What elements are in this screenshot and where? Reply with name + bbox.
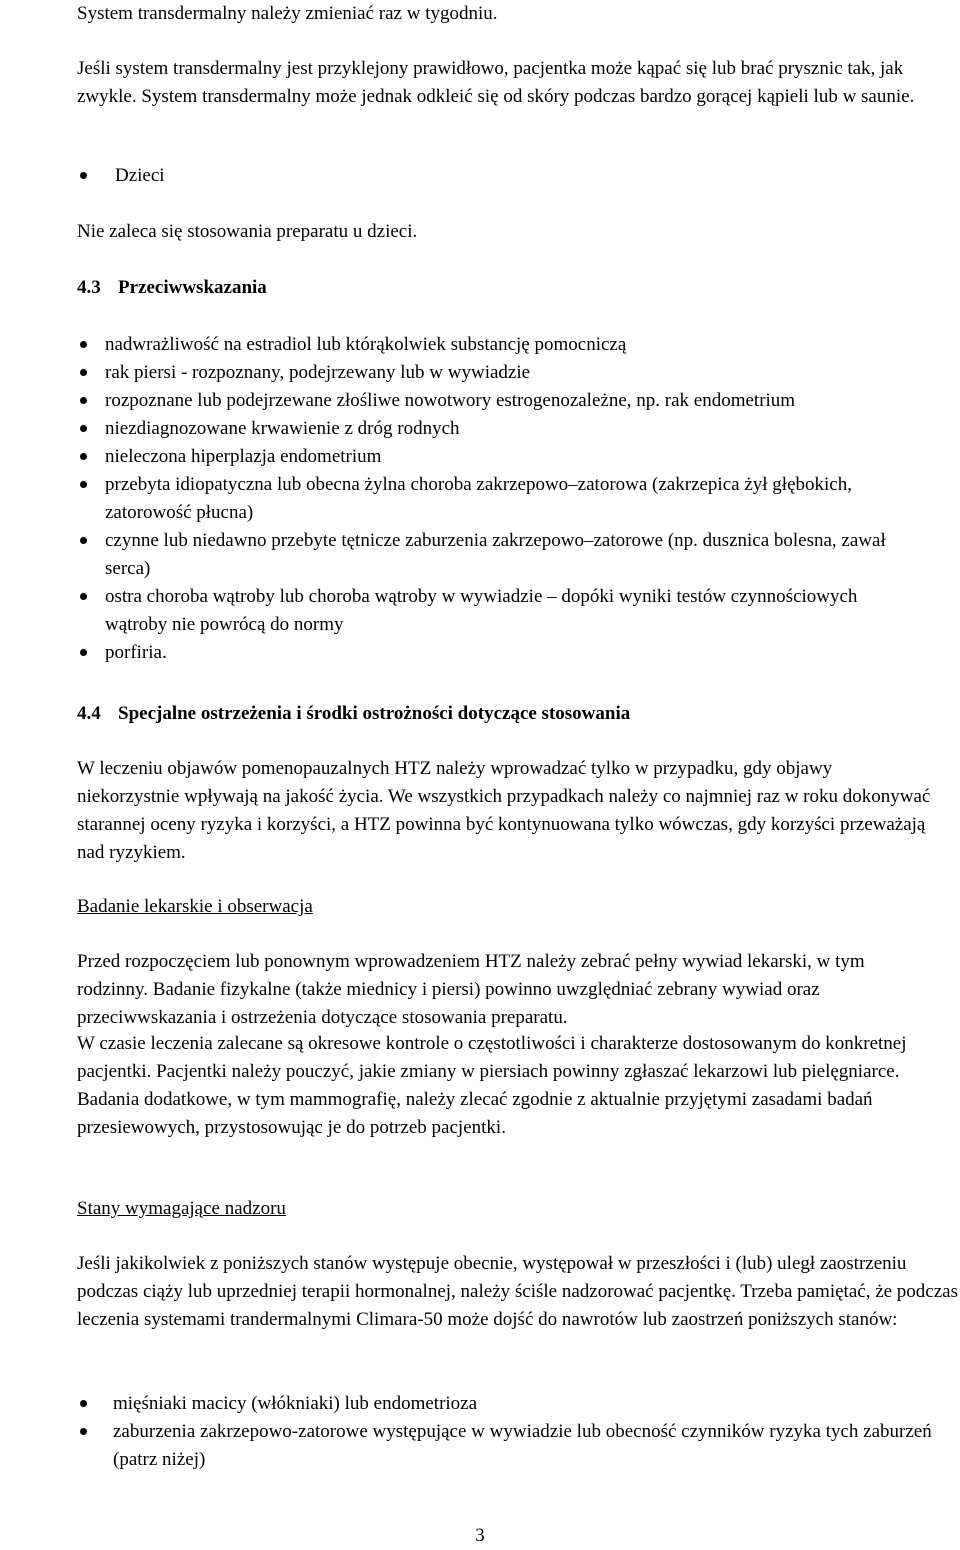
list-item: zaburzenia zakrzepowo-zatorowe występujące w wywiadzie lub obecność czynników ryzyka tych zaburzeń (patrz niżej) xyxy=(113,1421,932,1470)
section-number: 4.4 xyxy=(77,703,101,724)
list-item: czynne lub niedawno przebyte tętnicze zaburzenia zakrzepowo–zatorowe (np. dusznica bolesna, zawał serca) xyxy=(105,530,886,579)
bullet-dot xyxy=(80,425,87,432)
page-number: 3 xyxy=(475,1525,485,1546)
list-item: przebyta idiopatyczna lub obecna żylna choroba zakrzepowo–zatorowa (zakrzepica żył głębokich, zatorowość płucna) xyxy=(105,474,852,523)
section-title: Specjalne ostrzeżenia i środki ostrożności dotyczące stosowania xyxy=(118,703,631,724)
paragraph: W czasie leczenia zalecane są okresowe kontrole o częstotliwości i charakterze dostosowanym do konkretnej pacjentki. Pacjentki należy pouczyć, jakie zmiany w piersiach powinny zgłaszać lekarzowi lub pielęgniarce. Badania dodatkowe, w tym mammografię, należy zlecać zgodnie z aktualnie przyjętymi zasadami badań przesiewowych, przystosowując je do potrzeb pacjentki. xyxy=(77,1033,907,1138)
intro-line: System transdermalny należy zmieniać raz w tygodniu. xyxy=(77,3,498,24)
list-item: ostra choroba wątroby lub choroba wątroby w wywiadzie – dopóki wyniki testów czynnościowych wątroby nie powrócą do normy xyxy=(105,586,858,635)
bullet-dot xyxy=(80,341,87,348)
bullet-dot xyxy=(80,1428,87,1435)
subsection-title: Stany wymagające nadzoru xyxy=(77,1198,286,1219)
bullet-dot xyxy=(80,369,87,376)
paragraph: Przed rozpoczęciem lub ponownym wprowadzeniem HTZ należy zebrać pełny wywiad lekarski, w tym rodzinny. Badanie fizykalne (także miednicy i piersi) powinno uwzględniać zebrany wywiad oraz przeciwwskazania i ostrzeżenia dotyczące stosowania preparatu. xyxy=(77,951,865,1028)
list-item: nieleczona hiperplazja endometrium xyxy=(105,446,382,467)
list-item: mięśniaki macicy (włókniaki) lub endometrioza xyxy=(113,1393,478,1414)
intro-paragraph: Jeśli system transdermalny jest przyklejony prawidłowo, pacjentka może kąpać się lub brać prysznic tak, jak zwykle. System transdermalny może jednak odkleić się od skóry podczas bardzo gorącej kąpieli lub w saunie. xyxy=(77,58,915,107)
paragraph: W leczeniu objawów pomenopauzalnych HTZ należy wprowadzać tylko w przypadku, gdy objawy niekorzystnie wpływają na jakość życia. We wszystkich przypadkach należy co najmniej raz w roku dokonywać starannej oceny ryzyka i korzyści, a HTZ powinna być kontynuowana tylko wówczas, gdy korzyści przeważają nad ryzykiem. xyxy=(77,758,931,863)
list-item: rak piersi - rozpoznany, podejrzewany lub w wywiadzie xyxy=(105,362,531,383)
bullet-dot xyxy=(80,397,87,404)
list-item: nadwrażliwość na estradiol lub którąkolwiek substancję pomocniczą xyxy=(105,334,627,355)
children-text: Nie zaleca się stosowania preparatu u dzieci. xyxy=(77,221,418,242)
subsection-title: Badanie lekarskie i obserwacja xyxy=(77,896,313,917)
list-item: rozpoznane lub podejrzewane złośliwe nowotwory estrogenozależne, np. rak endometrium xyxy=(105,390,796,411)
section-title: Przeciwwskazania xyxy=(118,277,267,298)
list-item: porfiria. xyxy=(105,642,167,663)
section-number: 4.3 xyxy=(77,277,101,298)
paragraph: Jeśli jakikolwiek z poniższych stanów występuje obecnie, występował w przeszłości i (lub) uległ zaostrzeniu podczas ciąży lub uprzedniej terapii hormonalnej, należy ściśle nadzorować pacjentkę. Trzeba pamiętać, że podczas leczenia systemami trandermalnymi Climara-50 może dojść do nawrotów lub zaostrzeń poniższych stanów: xyxy=(77,1253,959,1330)
bullet-dot xyxy=(80,481,87,488)
bullet-dot xyxy=(80,537,87,544)
bullet-dot xyxy=(80,649,87,656)
bullet-dot xyxy=(80,1400,87,1407)
children-heading: Dzieci xyxy=(115,165,165,186)
bullet-dot xyxy=(80,172,87,179)
bullet-dot xyxy=(80,593,87,600)
list-item: niezdiagnozowane krwawienie z dróg rodnych xyxy=(105,418,460,439)
bullet-dot xyxy=(80,453,87,460)
